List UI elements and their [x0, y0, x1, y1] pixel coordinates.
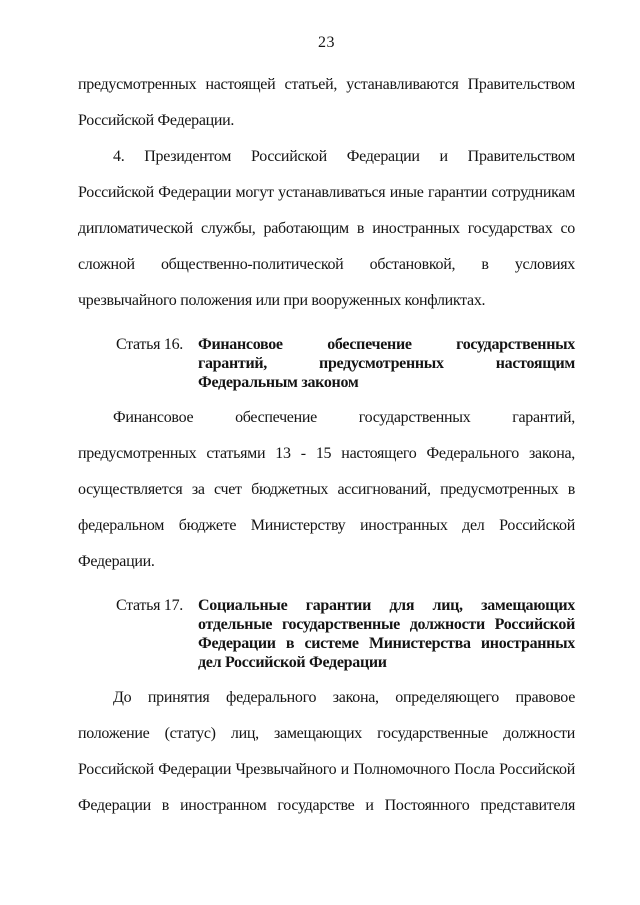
article-title	[198, 335, 575, 392]
text-line: Федерации в иностранном государстве и Постоянного представителя	[78, 797, 575, 814]
text-line: дипломатической службы, работающим в иностранных государствах со	[78, 220, 575, 237]
text-line: 4. Президентом Российской Федерации и Правительством	[113, 148, 575, 165]
text-line: положение (статус) лиц, замещающих государственные должности	[78, 725, 575, 742]
article-heading	[78, 596, 575, 672]
article-title-line: Социальные гарантии для лиц, замещающих	[198, 597, 575, 614]
article-title-line: Финансовое обеспечение государственных	[198, 336, 575, 353]
text-line: До принятия федерального закона, определяющего правовое	[113, 689, 575, 706]
article-title	[198, 596, 575, 672]
paragraph	[78, 680, 575, 824]
text-line: Российской Федерации Чрезвычайного и Полномочного Посла Российской	[78, 761, 575, 778]
article-title-line: дел Российской Федерации	[198, 654, 387, 671]
text-line: федеральном бюджете Министерству иностранных дел Российской	[78, 517, 575, 534]
article-heading	[78, 335, 575, 392]
article-title-line: отдельные государственные должности Российской	[198, 616, 575, 633]
article-title-line: Федеральным законом	[198, 374, 359, 391]
paragraph	[78, 400, 575, 580]
text-line: Российской Федерации.	[78, 112, 235, 129]
article-label: Статья 17.	[116, 597, 183, 614]
text-line: предусмотренных настоящей статьей, устанавливаются Правительством	[78, 76, 575, 93]
text-line: Финансовое обеспечение государственных гарантий,	[113, 409, 575, 426]
text-line: Российской Федерации могут устанавливаться иные гарантии сотрудникам	[78, 184, 575, 201]
article-title-line: Федерации в системе Министерства иностранных	[198, 635, 575, 652]
document-body	[78, 67, 575, 824]
text-line: чрезвычайного положения или при вооруженных конфликтах.	[78, 292, 486, 309]
text-line: осуществляется за счет бюджетных ассигнований, предусмотренных в	[78, 481, 575, 498]
paragraph	[78, 67, 575, 139]
text-line: предусмотренных статьями 13 - 15 настоящего Федерального закона,	[78, 445, 575, 462]
page-number: 23	[318, 34, 335, 51]
paragraph	[78, 139, 575, 319]
text-line: Федерации.	[78, 553, 155, 570]
article-label: Статья 16.	[116, 336, 183, 353]
text-line: сложной общественно-политической обстановкой, в условиях	[78, 256, 575, 273]
article-title-line: гарантий, предусмотренных настоящим	[198, 355, 575, 372]
